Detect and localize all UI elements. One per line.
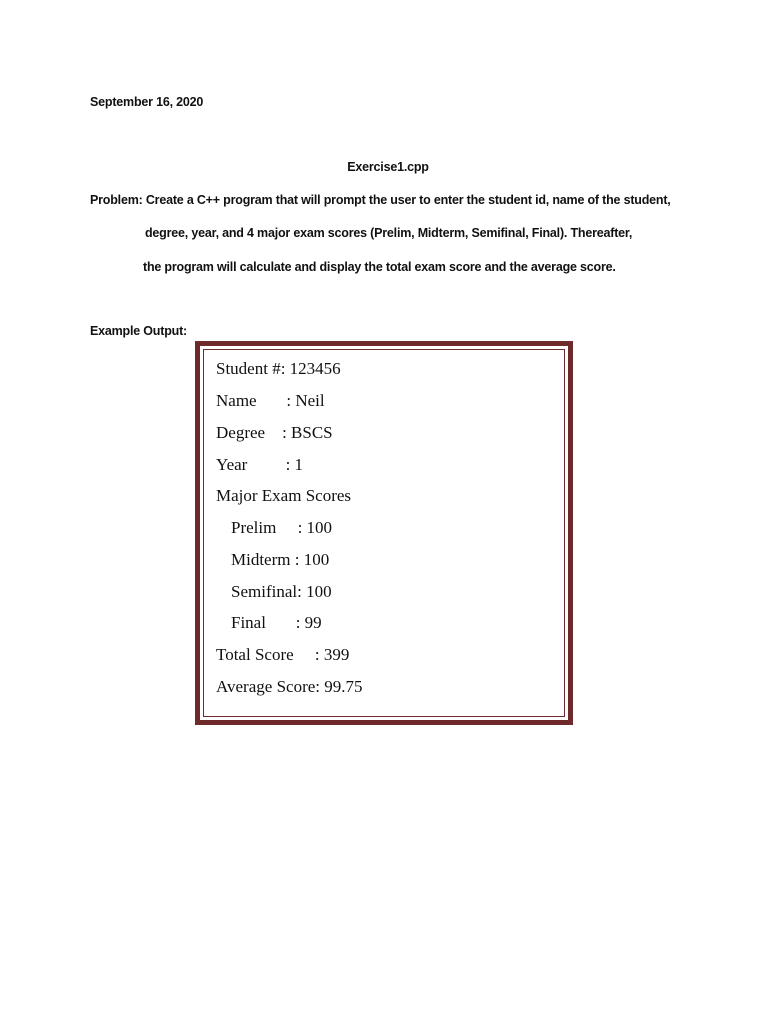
- problem-text-line-2: degree, year, and 4 major exam scores (Prelim, Midterm, Semifinal, Final). Thereafter,: [145, 226, 633, 240]
- output-student-line: Student #: 123456: [216, 359, 341, 378]
- example-output-box: [195, 341, 573, 725]
- output-final-line: Final : 99: [231, 613, 322, 632]
- problem-text-line-3: the program will calculate and display the total exam score and the average score.: [143, 260, 616, 274]
- output-total-line: Total Score : 399: [216, 645, 350, 664]
- output-major-heading: Major Exam Scores: [216, 486, 352, 505]
- output-degree-line: Degree : BSCS: [216, 423, 333, 442]
- example-output-label: Example Output:: [90, 324, 188, 338]
- problem-text-line-1: Problem: Create a C++ program that will prompt the user to enter the student id, name of the student,: [90, 193, 671, 207]
- document-title: Exercise1.cpp: [347, 160, 429, 174]
- output-prelim-line: Prelim : 100: [231, 518, 333, 537]
- output-midterm-line: Midterm : 100: [231, 550, 330, 569]
- output-name-line: Name : Neil: [216, 391, 325, 410]
- output-year-line: Year : 1: [216, 455, 304, 474]
- document-date: September 16, 2020: [90, 95, 204, 109]
- output-average-line: Average Score: 99.75: [216, 677, 363, 696]
- output-semifinal-line: Semifinal: 100: [231, 582, 332, 601]
